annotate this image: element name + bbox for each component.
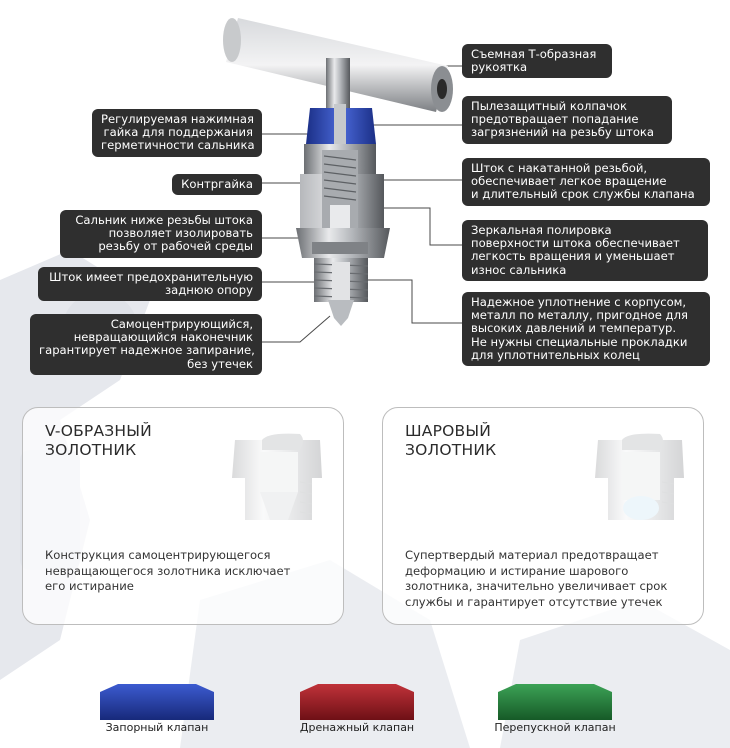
cap-shutoff-label: Запорный клапан: [105, 721, 209, 734]
card-v-tip: [22, 407, 344, 625]
callout-gland-nut: Регулируемая нажимная гайка для поддержания герметичности сальника: [92, 109, 262, 157]
cap-shutoff-shape: [100, 684, 214, 720]
cap-drain-label: Дренажный клапан: [299, 721, 415, 734]
card-ball-tip-description: Супертвердый материал предотвращает деформацию и истирание шарового золотника, значительно увеличивает срок службы и гарантирует отсутствие утечек: [405, 548, 668, 609]
callout-dust-cap: Пылезащитный колпачок предотвращает попадание загрязнений на резьбу штока: [462, 96, 672, 144]
card-ball-tip: [382, 407, 704, 625]
cap-drain-shape: [300, 684, 414, 720]
callout-polished-stem: Зеркальная полировка поверхности штока обеспечивает легкость вращения и уменьшает износ сальника: [462, 220, 708, 281]
callout-metal-seal: Надежное уплотнение с корпусом, металл по металлу, пригодное для высоких давлений и температур. Не нужны специальные прокладки для уплотнительных колец: [462, 292, 710, 366]
cap-bypass-shape: [498, 684, 612, 720]
callout-tip: Самоцентрирующийся, невращающийся наконечник гарантирует надежное запирание, без утечек: [30, 314, 262, 375]
callout-rolled-thread: Шток с накатанной резьбой, обеспечивает легкое вращение и длительный срок службы клапана: [462, 158, 710, 206]
cap-bypass-label: Перепускной клапан: [494, 721, 616, 734]
callout-locknut: Контргайка: [172, 174, 262, 195]
callout-back-seat: Шток имеет предохранительную заднюю опору: [38, 267, 262, 301]
card-v-tip-title: V-ОБРАЗНЫЙ ЗОЛОТНИК: [45, 422, 152, 459]
card-ball-tip-title: ШАРОВЫЙ ЗОЛОТНИК: [405, 422, 497, 459]
card-v-tip-description: Конструкция самоцентрирующегося невращающегося золотника исключает его истирание: [45, 548, 291, 593]
callout-t-handle: Съемная Т-образная рукоятка: [462, 44, 612, 78]
callout-packing: Сальник ниже резьбы штока позволяет изолировать резьбу от рабочей среды: [60, 210, 262, 258]
